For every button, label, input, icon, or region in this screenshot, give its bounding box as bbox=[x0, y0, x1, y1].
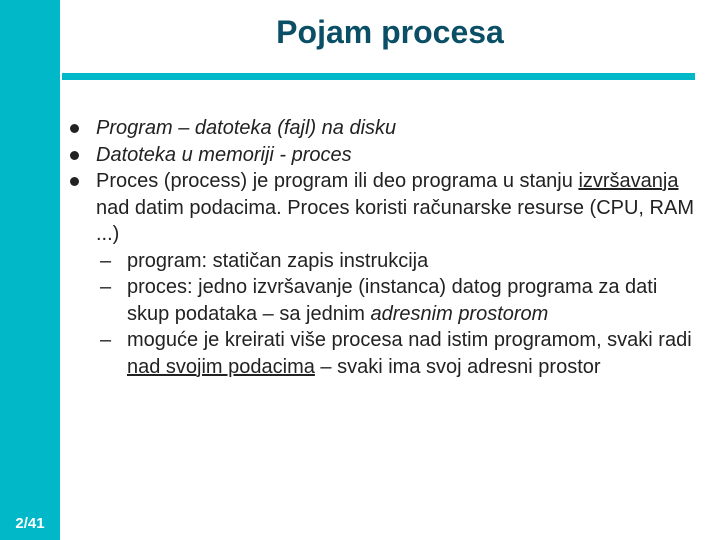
slide-content bbox=[70, 115, 700, 380]
bullet-text-tail: nad datim podacima. Proces koristi računarske resurse (CPU, RAM ...) bbox=[96, 196, 694, 245]
sub-bullet-text-emphasis: adresnim prostorom bbox=[370, 302, 549, 325]
bullet-dot-icon bbox=[70, 177, 79, 186]
slide-title: Pojam procesa bbox=[276, 14, 504, 50]
sub-bullet-text-lead: moguće je kreirati više procesa nad istim programom, svaki radi bbox=[127, 329, 692, 351]
bullet-dot-icon bbox=[70, 124, 79, 133]
bullet-item bbox=[70, 115, 700, 142]
sub-bullet-text-tail: – svaki ima svoj adresni prostor bbox=[314, 355, 601, 378]
bullet-item bbox=[70, 168, 700, 248]
bullet-text: Datoteka u memoriji - proces bbox=[96, 143, 352, 166]
bullet-dot-icon bbox=[70, 151, 79, 160]
sub-bullet-item bbox=[70, 248, 700, 275]
left-accent-bar bbox=[0, 0, 60, 540]
bullet-text-lead: Proces (process) je program ili deo programa u stanju bbox=[96, 170, 579, 192]
bullet-text: Program – datoteka (fajl) na disku bbox=[96, 117, 397, 139]
sub-bullet-text: program: statičan zapis instrukcija bbox=[127, 249, 429, 272]
dash-marker: – bbox=[100, 249, 112, 272]
title-underline-rule bbox=[62, 73, 695, 80]
dash-marker: – bbox=[100, 329, 112, 351]
dash-marker: – bbox=[100, 276, 112, 298]
sub-bullet-text-lead: proces: jedno izvršavanje (instanca) datog programa za dati skup podataka – sa jednim bbox=[127, 276, 658, 325]
sub-bullet-item bbox=[70, 274, 700, 327]
bullet-text-underlined: izvršavanja bbox=[578, 170, 679, 192]
page-number: 2/41 bbox=[15, 515, 45, 532]
sub-bullet-text-underlined: nad svojim podacima bbox=[127, 355, 315, 378]
sub-bullet-item bbox=[70, 327, 700, 380]
bullet-item bbox=[70, 142, 700, 169]
